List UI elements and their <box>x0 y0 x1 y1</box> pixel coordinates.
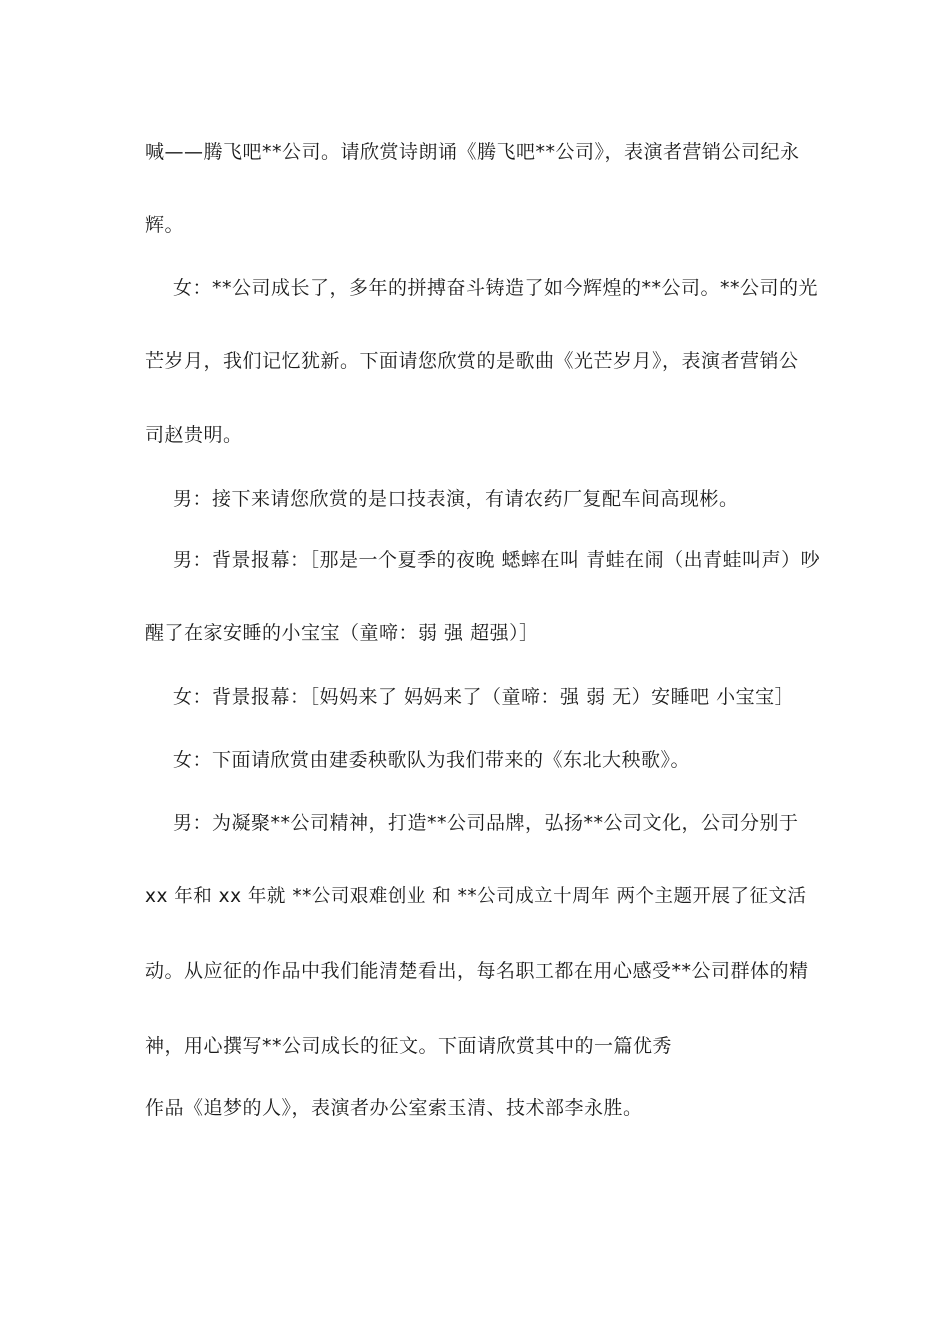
text-line: 辉。 <box>145 214 185 236</box>
text-line: 男：接下来请您欣赏的是口技表演，有请农药厂复配车间高现彬。 <box>173 488 739 510</box>
text-line: 喊——腾飞吧**公司。请欣赏诗朗诵《腾飞吧**公司》，表演者营销公司纪永 <box>145 141 800 163</box>
text-line: 女：**公司成长了，多年的拼搏奋斗铸造了如今辉煌的**公司。**公司的光 <box>173 277 819 299</box>
text-line: 芒岁月，我们记忆犹新。下面请您欣赏的是歌曲《光芒岁月》，表演者营销公 <box>145 350 799 372</box>
text-line: 司赵贵明。 <box>145 424 243 446</box>
text-line: 男：背景报幕：［那是一个夏季的夜晚 蟋蟀在叫 青蛙在闹（出青蛙叫声）吵 <box>173 549 821 571</box>
text-line: xx 年和 xx 年就 **公司艰难创业 和 **公司成立十周年 两个主题开展了征文活 <box>145 886 807 907</box>
text-line: 女：背景报幕：［妈妈来了 妈妈来了（童啼：强 弱 无）安睡吧 小宝宝］ <box>173 686 795 708</box>
text-line: 动。从应征的作品中我们能清楚看出，每名职工都在用心感受**公司群体的精 <box>145 960 809 982</box>
text-line: 神，用心撰写**公司成长的征文。下面请欣赏其中的一篇优秀 <box>145 1035 673 1057</box>
text-line: 作品《追梦的人》，表演者办公室索玉清、技术部李永胜。 <box>145 1097 643 1119</box>
text-line: 醒了在家安睡的小宝宝（童啼：弱 强 超强）］ <box>145 622 539 644</box>
text-line: 女：下面请欣赏由建委秧歌队为我们带来的《东北大秧歌》。 <box>173 749 691 771</box>
text-line: 男：为凝聚**公司精神，打造**公司品牌，弘扬**公司文化，公司分别于 <box>173 812 799 834</box>
